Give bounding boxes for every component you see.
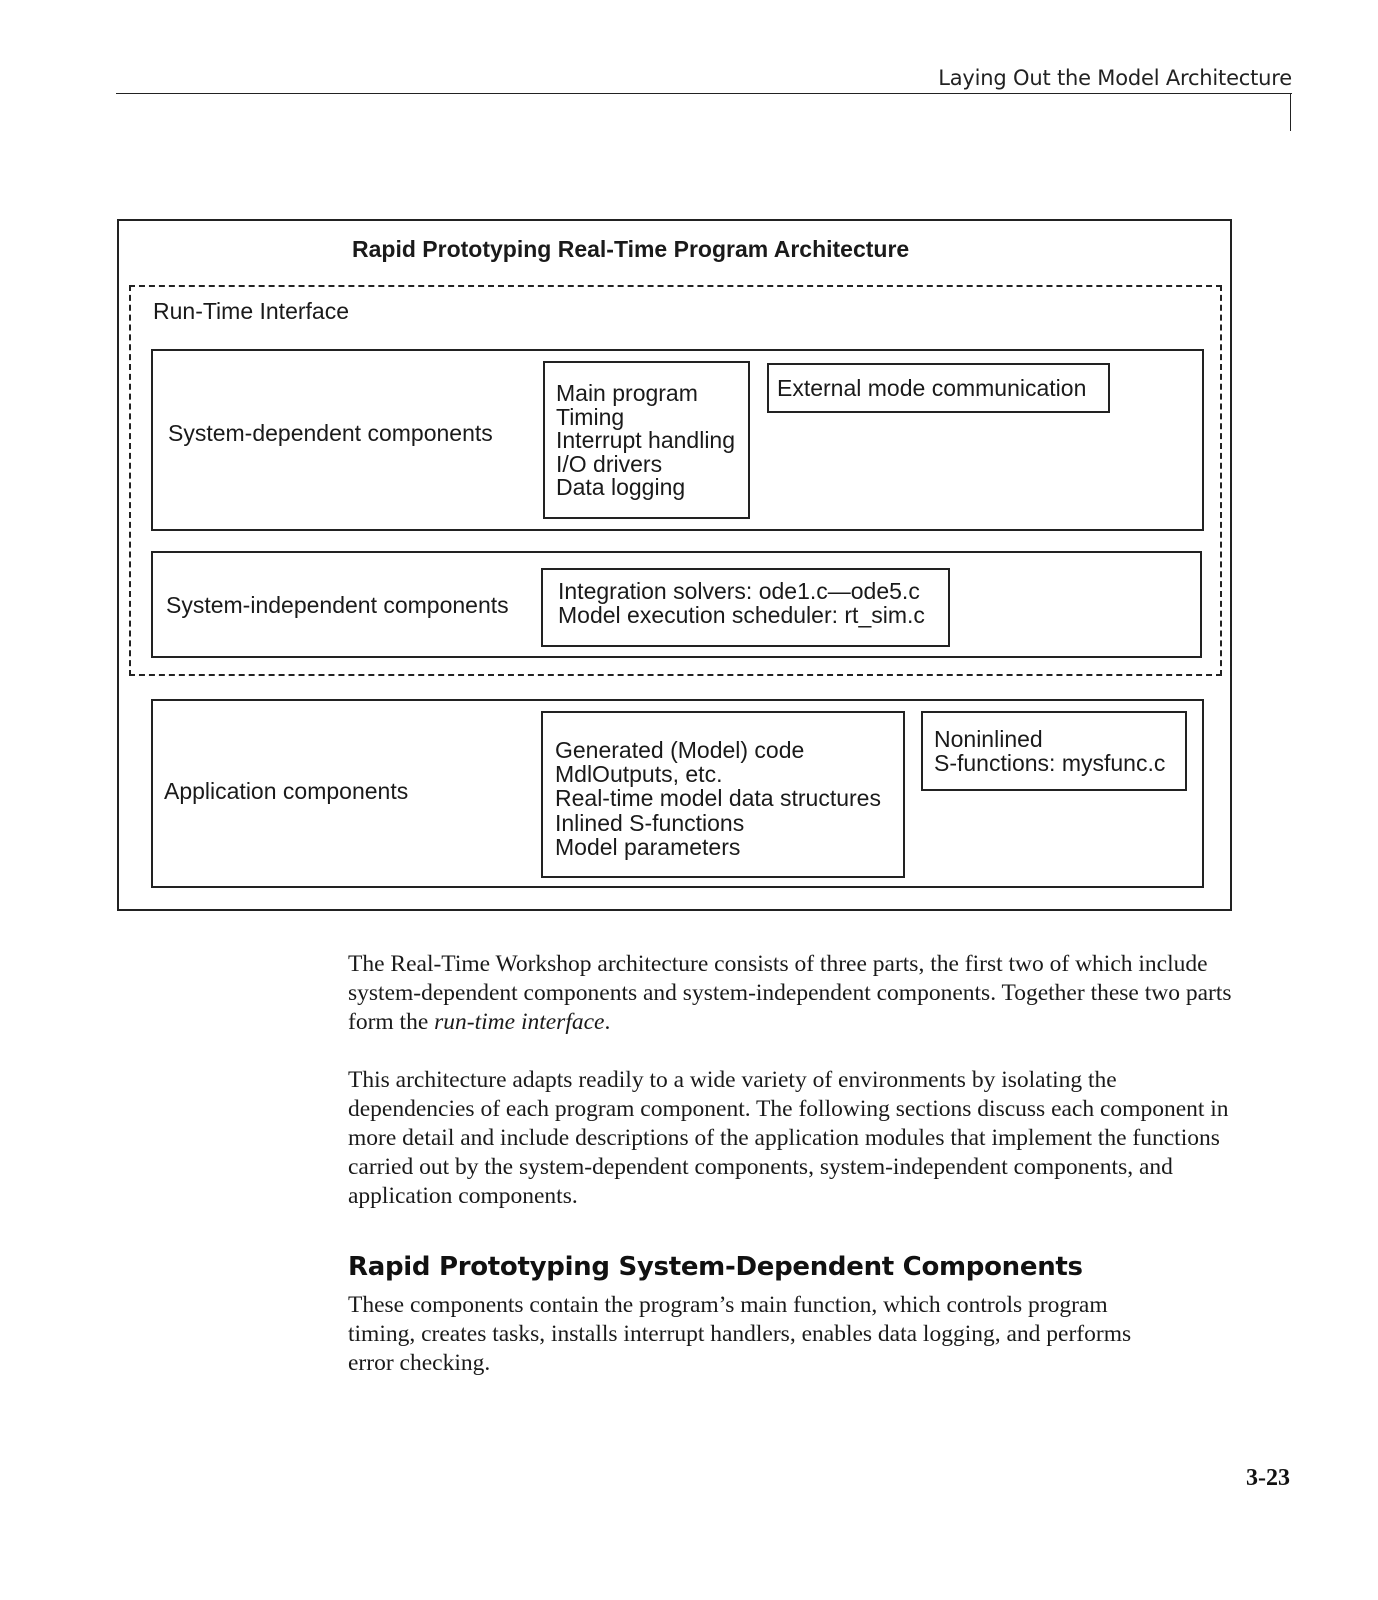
paragraph-runtime-interface — [348, 950, 1248, 1037]
module-line: Timing — [556, 403, 625, 430]
external-mode-label: External mode communication — [777, 375, 1087, 401]
module-line: Real-time model data structures — [555, 785, 881, 812]
noninlined-line: S-functions: mysfunc.c — [934, 750, 1166, 776]
runtime-interface-label: Run-Time Interface — [153, 298, 349, 324]
noninlined-sfunctions-box — [921, 711, 1187, 791]
module-line: Generated (Model) code — [555, 737, 805, 763]
system-dependent-label: System-dependent components — [168, 420, 493, 446]
module-line: Data logging — [556, 474, 686, 500]
module-line: Model execution scheduler: rt_sim.c — [558, 602, 925, 628]
diagram-title: Rapid Prototyping Real-Time Program Architecture — [352, 236, 910, 262]
system-independent-modules — [541, 568, 950, 647]
noninlined-line: Noninlined — [934, 726, 1043, 752]
module-line: Inlined S-functions — [555, 809, 745, 836]
module-line: Integration solvers: ode1.c—ode5.c — [558, 578, 920, 604]
section-heading: Rapid Prototyping System-Dependent Components — [348, 1252, 1083, 1282]
module-line: I/O drivers — [556, 450, 663, 477]
module-line: Model parameters — [555, 833, 741, 860]
emphasis-runtime-interface: run-time interface — [434, 1009, 605, 1035]
system-independent-label: System-independent components — [166, 592, 509, 618]
running-header-title: Laying Out the Model Architecture — [938, 66, 1292, 90]
page-number: 3-23 — [1246, 1465, 1290, 1491]
paragraph-architecture: This architecture adapts readily to a wide variety of environments by isolating the dependencies of each program component. The following sections discuss each component in more detail and include descriptions of the application modules that implement the functions carried out by the system-dependent components, system-independent components, and application components. — [348, 1067, 1229, 1209]
system-dependent-modules — [543, 361, 750, 519]
application-modules — [541, 711, 905, 878]
module-line: Main program — [556, 380, 698, 406]
header-corner-tick — [1290, 93, 1291, 131]
header-rule — [116, 93, 1292, 94]
paragraph-text: The Real-Time Workshop architecture consists of three parts, the first two of which include system-dependent components and system-independent components. Together these two parts form the — [348, 951, 1232, 1035]
module-line: MdlOutputs, etc. — [555, 761, 723, 788]
paragraph-system-dependent: These components contain the program’s main function, which controls program timing, creates tasks, installs interrupt handlers, enables data logging, and performs error checking. — [348, 1292, 1132, 1376]
paragraph-end: . — [604, 1009, 611, 1035]
application-label: Application components — [164, 778, 409, 804]
module-line: Interrupt handling — [556, 427, 736, 453]
external-mode-box — [767, 363, 1110, 413]
